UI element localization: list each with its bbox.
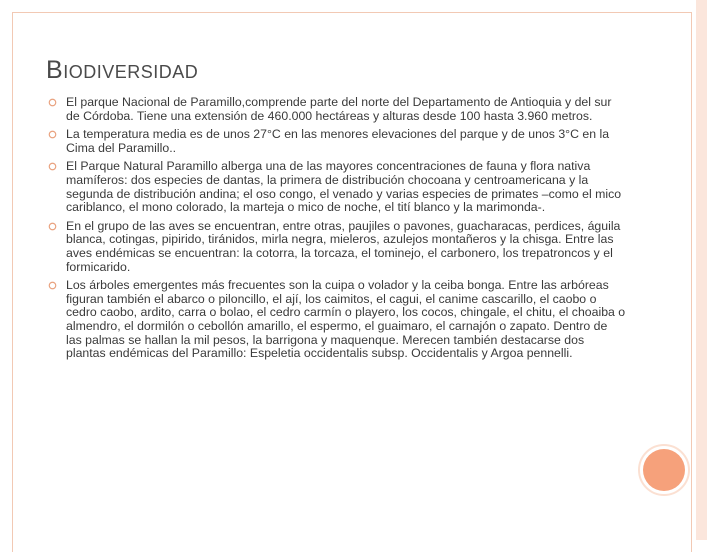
- bullet-text: En el grupo de las aves se encuentran, entre otras, paujiles o pavones, guacharacas, perdices, águila blanca, cotingas, pipirido, tiránidos, mirla negra, mieleros, azulejos montañeros y la chisga. Entre las aves endémicas se encuentran: la cotorra, la torcaza, el tominejo, el carbonero, los trepatroncos y el formicarido.: [66, 218, 621, 274]
- bullet-text: El parque Nacional de Paramillo,comprende parte del norte del Departamento de Antioquia y del sur de Córdoba. Tiene una extensión de 460.000 hectáreas y alturas desde 100 hasta 3.960 metros.: [66, 95, 612, 123]
- bullet-item: [46, 128, 626, 155]
- bullet-text: La temperatura media es de unos 27°C en las menores elevaciones del parque y de unos 3°C en la Cima del Paramillo..: [66, 127, 610, 155]
- bullet-icon: [48, 162, 57, 171]
- title-rest: IODIVERSIDAD: [63, 62, 199, 82]
- bullet-icon: [48, 281, 57, 290]
- bullet-item: [46, 160, 626, 214]
- bullet-icon: [48, 98, 57, 107]
- slide-title: [46, 56, 198, 85]
- decorative-circle: [643, 449, 685, 491]
- bullet-icon: [48, 130, 57, 139]
- bullet-text: El Parque Natural Paramillo alberga una de las mayores concentraciones de fauna y flora nativa mamíferos: dos especies de dantas, la primera de distribución chocoana y centroamericana y la segunda de distribución andina; el oso congo, el venado y varias especies de primates –como el mico cariblanco, el mono colorado, la marteja o mico de noche, el tití blanco y la marimonda-.: [66, 159, 622, 215]
- bullet-item: [46, 279, 626, 361]
- bullet-icon: [48, 222, 57, 231]
- bullet-text: Los árboles emergentes más frecuentes son la cuipa o volador y la ceiba bonga. Entre las arbóreas figuran también el abarco o piloncillo, el ají, los caimitos, el cagui, el canime cascarillo, el caobo o cedro caobo, ardito, carra o bolao, el cedro carmín o playero, los cocos, chingale, el chitu, el choaiba o almendro, el dormilón o cebollón amarillo, el espermo, el guaimaro, el carnajón o zapato. Dentro de las palmas se hallan la mil pesos, la barrigona y maquenque. Merecen también destacarse dos plantas endémicas del Paramillo: Espeletia occidentalis subsp. Occidentalis y Argoa pennelli.: [66, 278, 626, 361]
- right-accent-bar: [696, 0, 707, 540]
- title-first-letter: B: [46, 56, 64, 84]
- bullet-item: [46, 96, 626, 123]
- bullet-item: [46, 220, 626, 274]
- bullet-list: [46, 96, 626, 366]
